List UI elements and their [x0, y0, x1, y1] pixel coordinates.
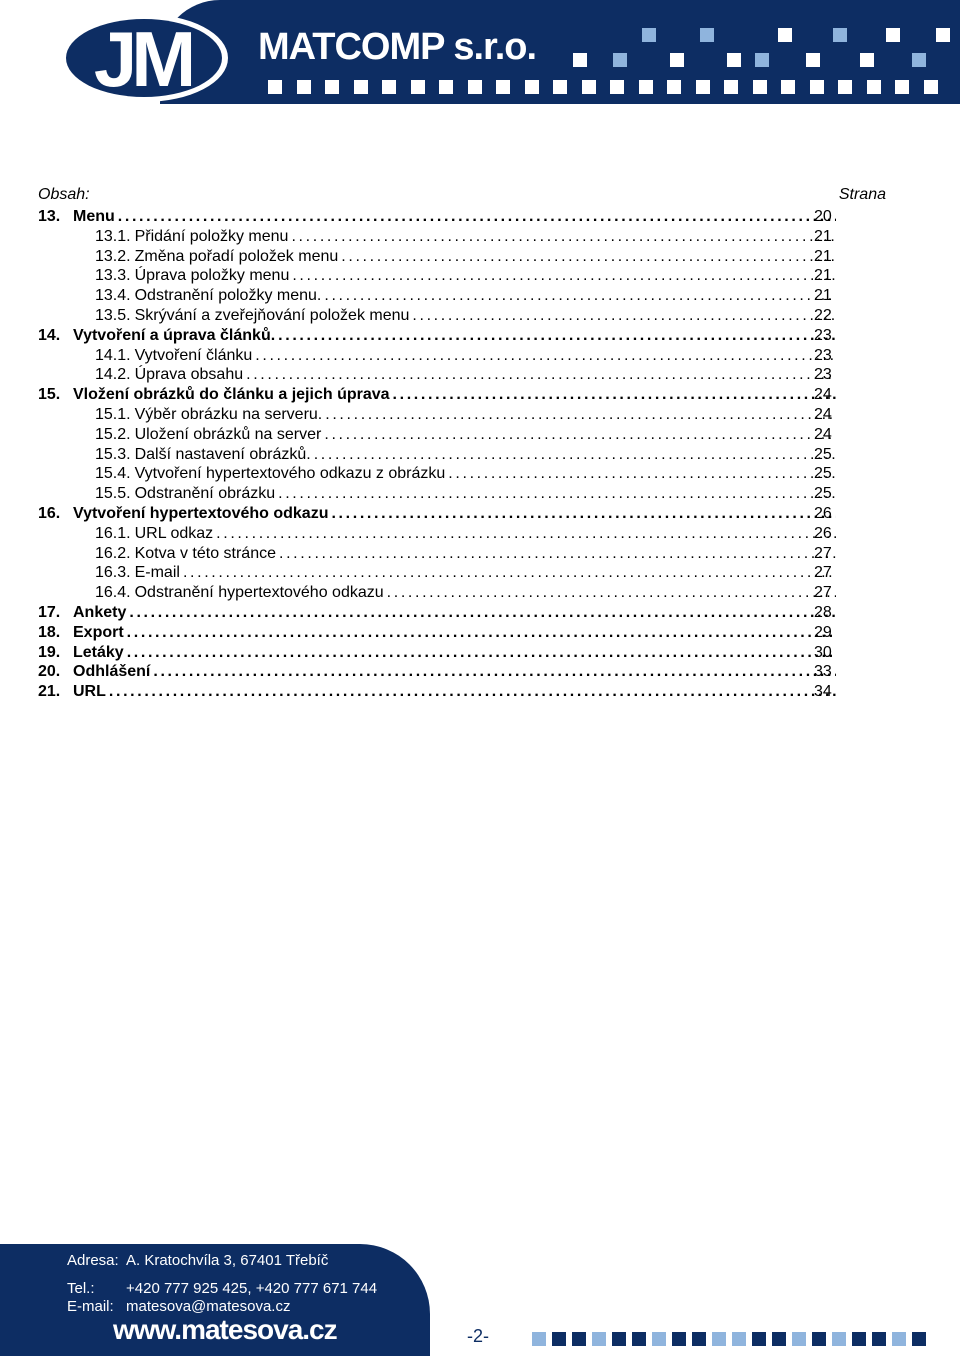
decorative-square [872, 1332, 886, 1346]
toc-entry-label: Menu [73, 207, 118, 227]
toc-entry[interactable] [38, 346, 888, 366]
toc-entry-label: Odhlášení [73, 662, 153, 682]
decorative-square [860, 53, 874, 67]
toc-leader-dots [127, 643, 836, 663]
toc-entry-number: 13.5. [95, 306, 131, 324]
toc-entry[interactable] [38, 682, 888, 702]
decorative-square [806, 53, 820, 67]
toc-entry-page: 22 [814, 306, 832, 324]
toc-entry[interactable] [38, 385, 888, 405]
toc-leader-dots [118, 207, 836, 227]
toc-entry-label: Odstranění hypertextového odkazu [135, 583, 387, 603]
toc-leader-dots [325, 405, 836, 425]
decorative-square [354, 80, 368, 94]
toc-page-heading: Strana [838, 186, 886, 203]
toc-entry-page: 20 [814, 208, 832, 225]
toc-entry-number: 13.2. [95, 247, 131, 265]
toc-entry-label: Export [73, 623, 127, 643]
decorative-square [572, 1332, 586, 1346]
toc-entry-label: Vytvoření a úprava článků. [73, 326, 278, 346]
decorative-square [778, 28, 792, 42]
decorative-square [812, 1332, 826, 1346]
toc-list [38, 207, 888, 702]
toc-entry-label: Výběr obrázku na serveru. [135, 405, 326, 425]
address-value: A. Kratochvíla 3, 67401 Třebíč [126, 1252, 329, 1269]
toc-entry-number: 14.1. [95, 346, 131, 364]
toc-leader-dots [412, 306, 836, 326]
toc-entry[interactable] [38, 405, 888, 425]
decorative-square [411, 80, 425, 94]
decorative-square [642, 28, 656, 42]
decorative-square [496, 80, 510, 94]
decorative-square [268, 80, 282, 94]
toc-leader-dots [314, 445, 836, 465]
decorative-square [573, 53, 587, 67]
toc-entry[interactable] [38, 643, 888, 663]
toc-entry-page: 21 [814, 227, 832, 245]
toc-entry-page: 27 [814, 584, 832, 602]
toc-entry-number: 14. [38, 326, 61, 344]
toc-entry-number: 20. [38, 663, 61, 681]
toc-leader-dots [278, 484, 836, 504]
email-label: E-mail: [67, 1298, 114, 1315]
toc-leader-dots [129, 603, 836, 623]
decorative-square [752, 1332, 766, 1346]
toc-entry-page: 28 [814, 603, 832, 621]
toc-entry[interactable] [38, 583, 888, 603]
decorative-square [772, 1332, 786, 1346]
toc-leader-dots [153, 662, 836, 682]
decorative-square [727, 53, 741, 67]
decorative-square [592, 1332, 606, 1346]
toc-entry-page: 27 [814, 544, 832, 562]
toc-entry-label: Odstranění obrázku [135, 484, 279, 504]
toc-entry-page: 23 [814, 346, 832, 364]
company-name: MATCOMP s.r.o. [258, 26, 537, 68]
toc-entry[interactable] [38, 445, 888, 465]
decorative-square [532, 1332, 546, 1346]
toc-entry-number: 14.2. [95, 366, 131, 384]
toc-entry-number: 15.4. [95, 465, 131, 483]
toc-entry-page: 21 [814, 247, 832, 265]
toc-entry-label: URL [73, 682, 109, 702]
toc-entry-label: Vložení obrázků do článku a jejich úprava [73, 385, 393, 405]
toc-entry-label: Přidání položky menu [135, 227, 292, 247]
toc-entry-label: Další nastavení obrázků. [135, 445, 314, 465]
toc-entry-number: 19. [38, 643, 61, 661]
decorative-square [382, 80, 396, 94]
toc-leader-dots [324, 286, 836, 306]
toc-entry-number: 15.1. [95, 405, 131, 423]
toc-leader-dots [183, 563, 836, 583]
toc-entry-number: 13.1. [95, 227, 131, 245]
toc-entry[interactable] [38, 623, 888, 643]
toc-entry-page: 30 [814, 643, 832, 661]
toc-entry-number: 15.3. [95, 445, 131, 463]
toc-entry-page: 21 [814, 267, 832, 285]
toc-entry-page: 29 [814, 623, 832, 641]
toc-leader-dots [127, 623, 836, 643]
toc-entry-number: 16.3. [95, 564, 131, 582]
table-of-contents [38, 186, 888, 702]
toc-leader-dots [393, 385, 836, 405]
toc-entry[interactable] [38, 464, 888, 484]
toc-entry-number: 16.2. [95, 544, 131, 562]
toc-entry[interactable] [38, 504, 888, 524]
toc-entry[interactable] [38, 662, 888, 682]
toc-entry-number: 16. [38, 504, 61, 522]
decorative-square [700, 28, 714, 42]
decorative-square [610, 80, 624, 94]
decorative-square [912, 1332, 926, 1346]
tel-value: +420 777 925 425, +420 777 671 744 [126, 1280, 378, 1297]
decorative-square [732, 1332, 746, 1346]
decorative-square [886, 28, 900, 42]
toc-entry-label: Letáky [73, 643, 127, 663]
decorative-square [613, 53, 627, 67]
toc-entry-number: 17. [38, 603, 61, 621]
decorative-square [724, 80, 738, 94]
toc-entry-label: Odstranění položky menu. [135, 286, 325, 306]
toc-leader-dots [109, 682, 836, 702]
decorative-square [696, 80, 710, 94]
decorative-square [652, 1332, 666, 1346]
decorative-square [912, 53, 926, 67]
toc-entry-page: 24 [814, 386, 832, 404]
decorative-square [525, 80, 539, 94]
decorative-square [892, 1332, 906, 1346]
decorative-square [297, 80, 311, 94]
toc-heading: Obsah: [38, 186, 90, 203]
toc-entry[interactable] [38, 365, 888, 385]
toc-entry-page: 27 [814, 564, 832, 582]
toc-entry-page: 23 [814, 326, 832, 344]
decorative-square [712, 1332, 726, 1346]
toc-entry[interactable] [38, 544, 888, 564]
decorative-square [667, 80, 681, 94]
toc-entry-label: Kotva v této stránce [135, 544, 279, 564]
toc-entry[interactable] [38, 207, 888, 227]
toc-entry-page: 34 [814, 683, 832, 701]
toc-entry-label: Ankety [73, 603, 129, 623]
toc-entry-number: 18. [38, 623, 61, 641]
toc-entry-number: 15.2. [95, 425, 131, 443]
decorative-square [639, 80, 653, 94]
decorative-square [582, 80, 596, 94]
toc-entry-label: Úprava obsahu [135, 365, 247, 385]
decorative-square [672, 1332, 686, 1346]
toc-leader-dots [292, 266, 836, 286]
toc-leader-dots [387, 583, 836, 603]
toc-entry[interactable] [38, 227, 888, 247]
toc-entry-page: 33 [814, 663, 832, 681]
toc-entry-label: E-mail [135, 563, 183, 583]
toc-entry-number: 16.4. [95, 584, 131, 602]
company-logo [58, 12, 230, 104]
page-header [0, 0, 960, 118]
logo-text: JM [93, 15, 191, 103]
toc-leader-dots [331, 504, 836, 524]
toc-entry-page: 26 [814, 524, 832, 542]
decorative-square [867, 80, 881, 94]
decorative-square [753, 80, 767, 94]
toc-entry-label: Vytvoření článku [135, 346, 256, 366]
toc-entry[interactable] [38, 247, 888, 267]
decorative-square [852, 1332, 866, 1346]
toc-leader-dots [279, 544, 836, 564]
toc-entry-label: Uložení obrázků na server [135, 425, 325, 445]
toc-entry-number: 13.4. [95, 287, 131, 305]
toc-leader-dots [255, 346, 836, 366]
decorative-square [755, 53, 769, 67]
toc-entry-number: 13.3. [95, 267, 131, 285]
decorative-square [468, 80, 482, 94]
decorative-square [670, 53, 684, 67]
toc-entry-label: Změna pořadí položek menu [135, 247, 342, 267]
decorative-square [895, 80, 909, 94]
toc-entry[interactable] [38, 266, 888, 286]
toc-entry-number: 21. [38, 683, 61, 701]
toc-entry-number: 13. [38, 208, 61, 225]
toc-entry-page: 23 [814, 366, 832, 384]
toc-leader-dots [341, 247, 836, 267]
toc-entry-label: Skrývání a zveřejňování položek menu [135, 306, 413, 326]
toc-leader-dots [246, 365, 836, 385]
toc-leader-dots [448, 464, 836, 484]
toc-entry-page: 25 [814, 445, 832, 463]
toc-entry-label: URL odkaz [135, 524, 217, 544]
decorative-square [792, 1332, 806, 1346]
decorative-square [838, 80, 852, 94]
toc-entry[interactable] [38, 306, 888, 326]
decorative-square [439, 80, 453, 94]
page-footer [0, 1244, 960, 1356]
decorative-square [781, 80, 795, 94]
toc-entry[interactable] [38, 524, 888, 544]
toc-entry[interactable] [38, 484, 888, 504]
toc-leader-dots [216, 524, 836, 544]
toc-entry-page: 24 [814, 405, 832, 423]
decorative-square [553, 80, 567, 94]
toc-entry-label: Úprava položky menu [135, 266, 293, 286]
email-link[interactable]: matesova@matesova.cz [126, 1298, 291, 1315]
decorative-square [325, 80, 339, 94]
toc-entry[interactable] [38, 286, 888, 306]
decorative-square [924, 80, 938, 94]
toc-entry-label: Vytvoření hypertextového odkazu [73, 504, 331, 524]
decorative-square [612, 1332, 626, 1346]
toc-entry[interactable] [38, 326, 888, 346]
toc-entry-label: Vytvoření hypertextového odkazu z obrázku [135, 464, 449, 484]
toc-entry-number: 16.1. [95, 524, 131, 542]
decorative-square [833, 28, 847, 42]
toc-leader-dots [278, 326, 836, 346]
decorative-square [936, 28, 950, 42]
toc-entry[interactable] [38, 603, 888, 623]
toc-entry-page: 24 [814, 425, 832, 443]
website-link[interactable]: www.matesova.cz [113, 1314, 337, 1345]
toc-entry-page: 25 [814, 465, 832, 483]
toc-entry[interactable] [38, 563, 888, 583]
toc-entry-number: 15.5. [95, 485, 131, 503]
toc-entry-number: 15. [38, 386, 61, 404]
toc-header [38, 186, 888, 207]
page-number: -2- [467, 1326, 489, 1346]
toc-entry-page: 21 [814, 287, 832, 305]
decorative-square [632, 1332, 646, 1346]
toc-entry[interactable] [38, 425, 888, 445]
decorative-square [810, 80, 824, 94]
toc-entry-page: 26 [814, 504, 832, 522]
decorative-square [692, 1332, 706, 1346]
decorative-square [552, 1332, 566, 1346]
toc-leader-dots [291, 227, 836, 247]
address-label: Adresa: [67, 1252, 119, 1269]
toc-leader-dots [324, 425, 836, 445]
toc-entry-page: 25 [814, 485, 832, 503]
decorative-square [832, 1332, 846, 1346]
tel-label: Tel.: [67, 1280, 95, 1297]
